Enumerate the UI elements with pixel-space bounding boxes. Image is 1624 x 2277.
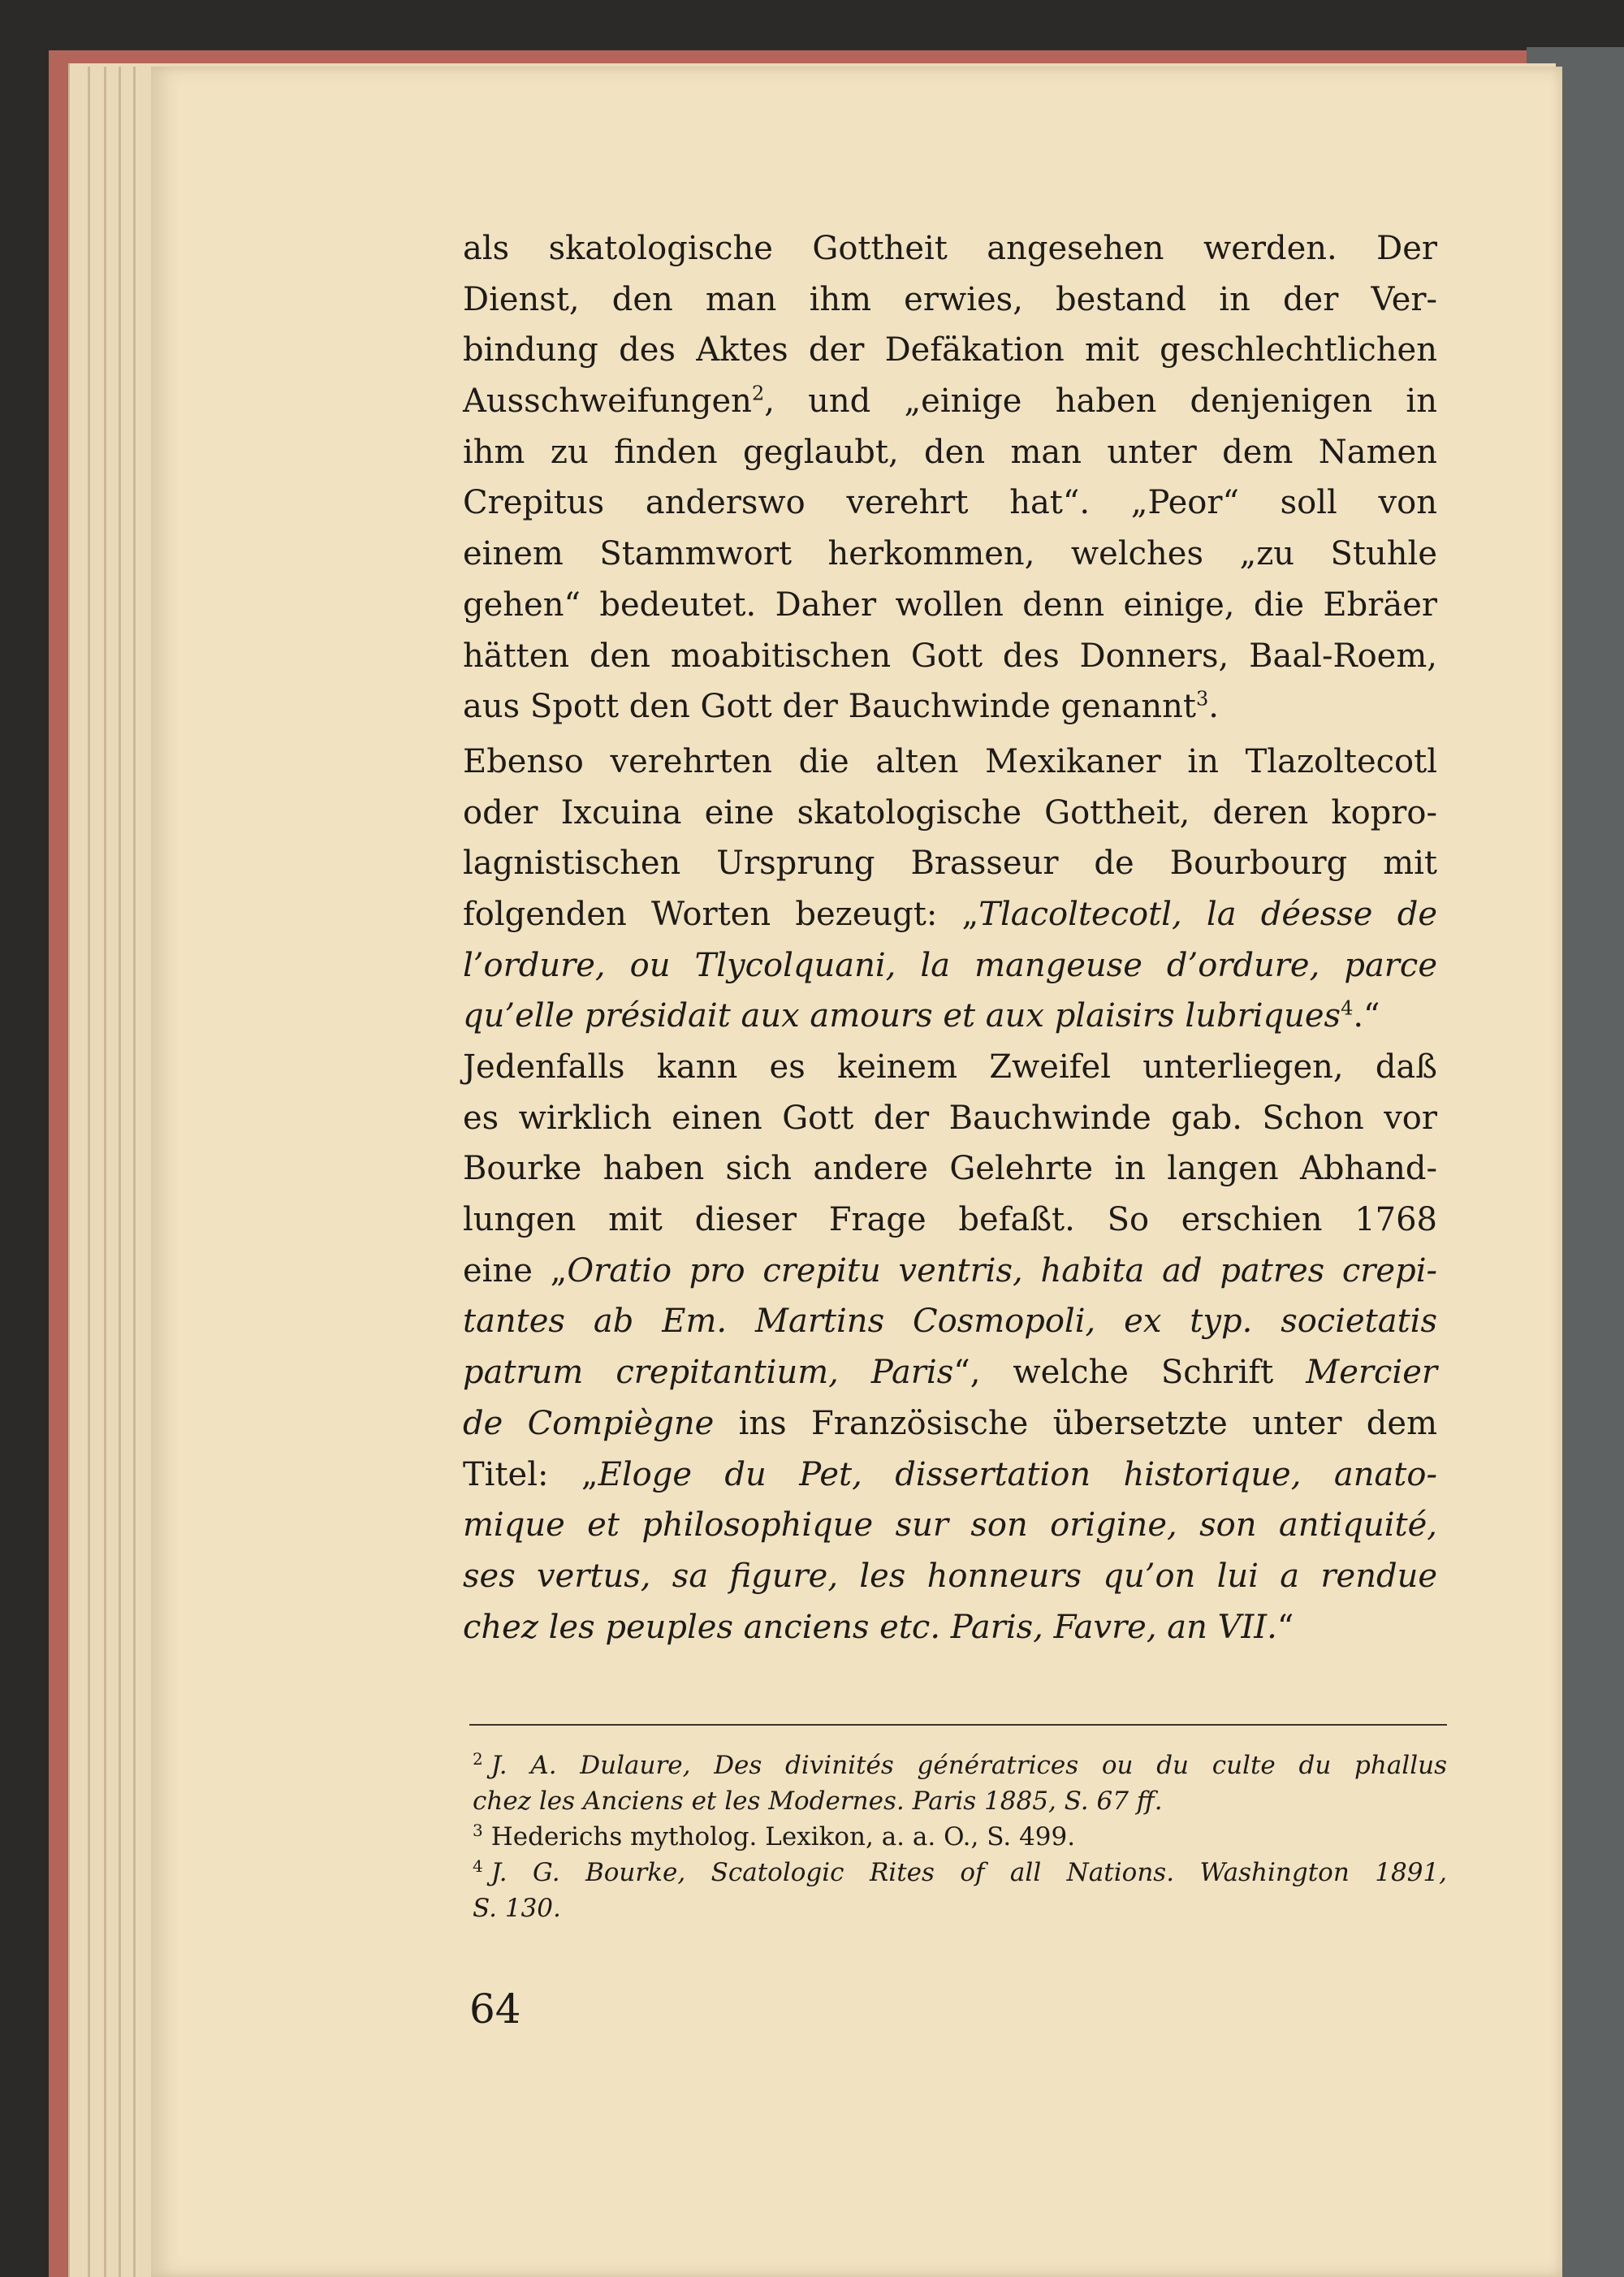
- text-segment: de Compiègne: [463, 1404, 715, 1442]
- text-segment: Bourke haben sich andere Gelehrte in langen Abhand-: [463, 1150, 1437, 1188]
- footnote-text: chez les Anciens et les Modernes. Paris 1885, S. 67 ff.: [473, 1787, 1163, 1816]
- text-segment: ihm zu finden geglaubt, den man unter dem Namen: [463, 433, 1437, 471]
- text-line: [463, 631, 1437, 682]
- text-line: [463, 788, 1437, 839]
- text-segment: “, welche Schrift: [953, 1354, 1307, 1392]
- page-edge-line: [104, 67, 106, 2277]
- text-line: [463, 325, 1437, 376]
- text-line: [463, 223, 1437, 274]
- text-line: [463, 1398, 1437, 1450]
- text-segment: Mercier: [1306, 1354, 1437, 1392]
- text-line: [463, 991, 1437, 1042]
- text-segment: lungen mit dieser Frage befaßt. So erschien 1768: [463, 1201, 1437, 1239]
- text-line: [463, 1500, 1437, 1551]
- text-line: [463, 1093, 1437, 1144]
- footnote-text: Hederichs mytholog. Lexikon, a. a. O., S. 499.: [490, 1822, 1076, 1851]
- footnote-text: J. G. Bourke, Scatologic Rites of all Nations. Washington 1891,: [490, 1858, 1447, 1887]
- page-edge-line: [119, 67, 121, 2277]
- text-segment: bindung des Aktes der Defäkation mit geschlechtlichen: [463, 331, 1437, 369]
- text-line: [463, 1195, 1437, 1246]
- footnote-reference: 2: [751, 382, 765, 405]
- footnote-reference: 4: [1341, 996, 1354, 1020]
- text-segment: Eloge du Pet, dissertation historique, anato-: [598, 1455, 1437, 1493]
- text-segment: patrum crepitantium, Paris: [463, 1354, 954, 1392]
- main-text: [463, 223, 1437, 1653]
- text-line: [463, 1246, 1437, 1297]
- text-segment: aus Spott den Gott der Bauchwinde genannt: [463, 688, 1197, 726]
- text-segment: einem Stammwort herkommen, welches „zu Stuhle: [463, 535, 1437, 573]
- text-segment: l’ordure, ou Tlycolquani, la mangeuse d’ordure, parce: [463, 946, 1437, 984]
- text-segment: Ausschweifungen: [463, 382, 752, 421]
- footnote-line: [473, 1890, 1447, 1926]
- text-line: [463, 1143, 1437, 1195]
- footnote-line: [473, 1855, 1447, 1890]
- text-segment: hätten den moabitischen Gott des Donners, Baal-Roem,: [463, 637, 1437, 675]
- text-segment: .“: [1353, 997, 1380, 1035]
- text-line: [463, 1602, 1437, 1653]
- text-segment: tantes ab Em. Martins Cosmopoli, ex typ. societatis: [463, 1303, 1437, 1341]
- text-segment: gehen“ bedeutet. Daher wollen denn einige, die Ebräer: [463, 585, 1437, 624]
- text-line: [463, 1450, 1437, 1501]
- text-segment: ses vertus, sa figure, les honneurs qu’on lui a rendue: [463, 1557, 1437, 1595]
- text-line: [463, 427, 1437, 478]
- text-segment: oder Ixcuina eine skatologische Gottheit, deren kopro-: [463, 793, 1437, 832]
- page-number: 64: [469, 1985, 521, 2033]
- text-line: [463, 737, 1437, 788]
- text-segment: “: [1276, 1608, 1294, 1646]
- text-segment: folgenden Worten bezeugt: „: [463, 895, 979, 933]
- footnote-text: J. A. Dulaure, Des divinités génératrices ou du culte du phallus: [490, 1751, 1447, 1780]
- text-segment: chez les peuples anciens etc. Paris, Favre, an VII.: [463, 1608, 1277, 1646]
- text-segment: Ebenso verehrten die alten Mexikaner in Tlazoltecotl: [463, 742, 1437, 780]
- text-segment: ins Französische übersetzte unter dem: [714, 1404, 1437, 1442]
- text-line: [463, 889, 1437, 940]
- footnote-line: [473, 1783, 1447, 1819]
- text-segment: lagnistischen Ursprung Brasseur de Bourbourg mit: [463, 845, 1437, 883]
- text-line: [463, 376, 1437, 427]
- footnote-line: [473, 1748, 1447, 1783]
- text-line: [463, 1347, 1437, 1398]
- text-line: [463, 529, 1437, 580]
- text-segment: Crepitus anderswo verehrt hat“. „Peor“ soll von: [463, 484, 1437, 522]
- text-segment: .: [1208, 688, 1220, 726]
- footnote-text: S. 130.: [473, 1894, 561, 1923]
- text-segment: Tlacoltecotl, la déesse de: [978, 895, 1437, 933]
- text-segment: , und „einige haben denjenigen in: [764, 382, 1437, 421]
- text-segment: es wirklich einen Gott der Bauchwinde gab. Schon vor: [463, 1099, 1437, 1137]
- text-line: [463, 274, 1437, 326]
- footnote-rule: [469, 1724, 1447, 1726]
- text-segment: Jedenfalls kann es keinem Zweifel unterliegen, daß: [463, 1048, 1437, 1086]
- text-segment: als skatologische Gottheit angesehen werden. Der: [463, 230, 1437, 267]
- text-line: [463, 838, 1437, 889]
- text-segment: Titel: „: [463, 1455, 598, 1493]
- text-line: [463, 1551, 1437, 1602]
- footnote-mark: 2: [473, 1748, 483, 1769]
- footnote-reference: 3: [1196, 687, 1209, 711]
- footnote-line: [473, 1819, 1447, 1855]
- text-segment: eine „: [463, 1251, 568, 1290]
- text-segment: qu’elle présidait aux amours et aux plaisirs lubriques: [463, 997, 1341, 1035]
- text-segment: Oratio pro crepitu ventris, habita ad patres crepi-: [567, 1251, 1437, 1290]
- text-line: [463, 477, 1437, 529]
- text-line: [463, 940, 1437, 992]
- page-edge-line: [133, 67, 136, 2277]
- text-line: [463, 580, 1437, 631]
- text-line: [463, 681, 1437, 732]
- text-line: [463, 1042, 1437, 1093]
- footnote-mark: 3: [473, 1820, 483, 1840]
- text-line: [463, 1296, 1437, 1347]
- footnotes: [473, 1748, 1447, 1926]
- text-segment: Dienst, den man ihm erwies, bestand in der Ver-: [463, 280, 1437, 318]
- text-segment: mique et philosophique sur son origine, son antiquité,: [463, 1506, 1437, 1545]
- footnote-mark: 4: [473, 1856, 483, 1876]
- page-edge-line: [88, 67, 90, 2277]
